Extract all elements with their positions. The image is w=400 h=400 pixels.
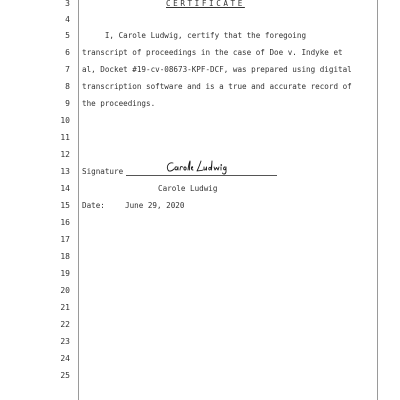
line-24: [0, 350, 400, 367]
line-number: 23: [60, 337, 70, 346]
certificate-title: CERTIFICATE: [166, 0, 245, 8]
body-line: al, Docket #19-cv-08673-KPF-DCF, was prepared using digital: [82, 65, 352, 74]
line-number: 22: [60, 320, 70, 329]
line-number: 3: [65, 0, 70, 8]
body-line: transcript of proceedings in the case of Doe v. Indyke et: [82, 48, 343, 57]
line-5: [0, 27, 400, 44]
line-number: 4: [65, 15, 70, 24]
line-number: 5: [65, 31, 70, 40]
line-14: [0, 180, 400, 197]
line-number: 8: [65, 82, 70, 91]
line-number: 25: [60, 371, 70, 380]
line-number: 16: [60, 218, 70, 227]
line-9: [0, 95, 400, 112]
line-16: [0, 214, 400, 231]
line-20: [0, 282, 400, 299]
line-number: 6: [65, 48, 70, 57]
line-17: [0, 231, 400, 248]
line-number: 9: [65, 99, 70, 108]
line-7: [0, 61, 400, 78]
line-number: 12: [60, 150, 70, 159]
line-19: [0, 265, 400, 282]
line-25: [0, 367, 400, 384]
line-4: [0, 11, 400, 28]
line-number: 13: [60, 167, 70, 176]
line-number: 14: [60, 184, 70, 193]
line-number: 10: [60, 116, 70, 125]
line-number: 17: [60, 235, 70, 244]
line-10: [0, 112, 400, 129]
date-label: Date:: [82, 201, 105, 210]
line-number: 18: [60, 252, 70, 261]
line-15: [0, 197, 400, 214]
line-22: [0, 316, 400, 333]
handwritten-signature: [165, 157, 245, 177]
line-number: 11: [60, 133, 70, 142]
signer-name: Carole Ludwig: [158, 184, 218, 193]
date-value: June 29, 2020: [125, 201, 185, 210]
line-11: [0, 129, 400, 146]
line-23: [0, 333, 400, 350]
line-number: 21: [60, 303, 70, 312]
line-8: [0, 78, 400, 95]
line-21: [0, 299, 400, 316]
line-18: [0, 248, 400, 265]
line-number: 20: [60, 286, 70, 295]
line-number: 15: [60, 201, 70, 210]
line-6: [0, 44, 400, 61]
line-number: 19: [60, 269, 70, 278]
signature-label: Signature: [82, 167, 124, 176]
line-number: 24: [60, 354, 70, 363]
body-line: I, Carole Ludwig, certify that the foregoing: [82, 31, 307, 40]
body-line: transcription software and is a true and accurate record of: [82, 82, 352, 91]
body-line: the proceedings.: [82, 99, 156, 108]
line-number: 7: [65, 65, 70, 74]
